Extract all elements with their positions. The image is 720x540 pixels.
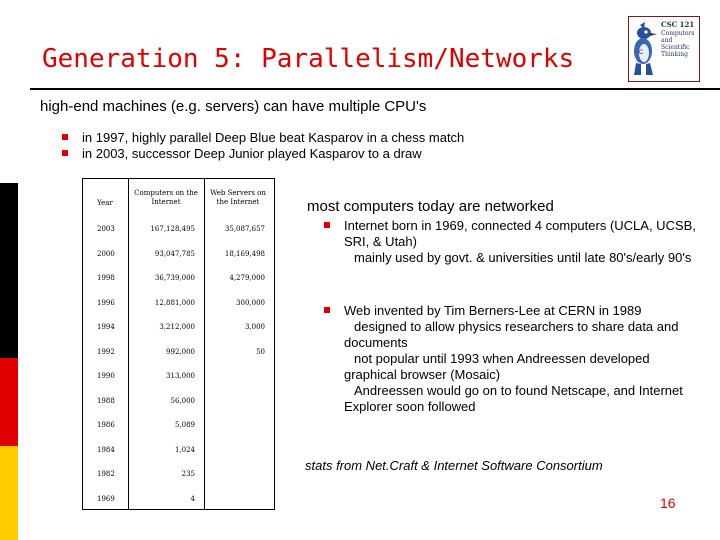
table-cell-year: 1982 <box>97 470 115 478</box>
table-column-divider <box>204 179 205 509</box>
table-header-web-servers: Web Servers on the Internet <box>210 189 266 206</box>
course-logo <box>628 16 700 82</box>
stats-source: stats from Net.Craft & Internet Software Consortium <box>305 458 603 473</box>
table-cell-web-servers: 4,279,000 <box>229 274 265 282</box>
bullet-marker <box>324 307 330 313</box>
logo-text <box>661 21 698 58</box>
table-cell-year: 2000 <box>97 250 115 258</box>
intro-bullet-text: in 1997, highly parallel Deep Blue beat Kasparov in a chess match <box>82 130 465 145</box>
decor-bar-black <box>0 183 18 358</box>
logo-line: Computers <box>661 30 695 37</box>
table-cell-computers: 992,000 <box>166 348 195 356</box>
web-bullet <box>344 303 699 415</box>
table-cell-year: 2003 <box>97 225 115 233</box>
slide-title: Generation 5: Parallelism/Networks <box>42 44 575 74</box>
bullet-marker <box>62 150 68 156</box>
table-cell-year: 1996 <box>97 299 115 307</box>
table-cell-web-servers: 3,000 <box>244 323 265 331</box>
table-cell-year: 1986 <box>97 421 115 429</box>
table-header-year: Year <box>97 199 113 207</box>
table-cell-year: 1988 <box>97 397 115 405</box>
table-cell-year: 1969 <box>97 495 115 503</box>
decor-bar-yellow <box>0 446 18 540</box>
table-cell-computers: 56,000 <box>170 397 195 405</box>
svg-text:C: C <box>639 50 644 56</box>
intro-bullet <box>82 130 464 145</box>
table-column-divider <box>128 179 129 509</box>
internet-bullet <box>344 218 704 266</box>
table-cell-computers: 12,881,000 <box>154 299 195 307</box>
logo-course-code: CSC 121 <box>661 20 695 29</box>
internet-bullet-text: Internet born in 1969, connected 4 computers (UCLA, UCSB, SRI, & Utah) <box>344 218 696 249</box>
web-subtext: not popular until 1993 when Andreessen developed graphical browser (Mosaic) <box>344 351 650 382</box>
logo-line: and <box>661 37 673 44</box>
intro-lead: high-end machines (e.g. servers) can have multiple CPU's <box>40 98 427 115</box>
table-cell-year: 1990 <box>97 372 115 380</box>
table-cell-web-servers: 300,000 <box>236 299 265 307</box>
table-cell-year: 1984 <box>97 446 115 454</box>
internet-growth-table <box>82 178 275 510</box>
table-cell-computers: 5,089 <box>174 421 195 429</box>
networking-heading: most computers today are networked <box>307 198 554 215</box>
table-cell-web-servers: 50 <box>256 348 265 356</box>
bullet-marker <box>324 222 330 228</box>
table-cell-computers: 1,024 <box>174 446 195 454</box>
table-cell-computers: 313,000 <box>166 372 195 380</box>
table-header-computers: Computers on the Internet <box>134 189 198 206</box>
internet-subtext: mainly used by govt. & universities until late 80's/early 90's <box>354 250 692 265</box>
bluejay-mascot-icon <box>631 21 661 77</box>
table-cell-computers: 93,047,785 <box>154 250 195 258</box>
table-cell-computers: 3,212,000 <box>159 323 195 331</box>
table-cell-computers: 36,739,000 <box>154 274 195 282</box>
title-divider <box>30 88 720 90</box>
decor-bar-red <box>0 358 18 446</box>
table-cell-computers: 235 <box>181 470 195 478</box>
table-cell-computers: 4 <box>190 495 195 503</box>
web-subtext: Andreessen would go on to found Netscape, and Internet Explorer soon followed <box>344 383 683 414</box>
logo-line: Thinking <box>661 51 688 58</box>
table-cell-web-servers: 18,169,498 <box>224 250 265 258</box>
intro-bullet <box>82 146 422 161</box>
page-number: 16 <box>660 495 676 511</box>
web-bullet-text: Web invented by Tim Berners-Lee at CERN in 1989 <box>344 303 642 318</box>
table-cell-web-servers: 35,087,657 <box>224 225 265 233</box>
web-subtext: designed to allow physics researchers to share data and documents <box>344 319 679 350</box>
intro-bullet-text: in 2003, successor Deep Junior played Kasparov to a draw <box>82 146 422 161</box>
logo-line: Scientific <box>661 44 690 51</box>
table-cell-year: 1994 <box>97 323 115 331</box>
table-cell-computers: 167,128,495 <box>150 225 195 233</box>
table-cell-year: 1992 <box>97 348 115 356</box>
table-cell-year: 1998 <box>97 274 115 282</box>
bullet-marker <box>62 134 68 140</box>
